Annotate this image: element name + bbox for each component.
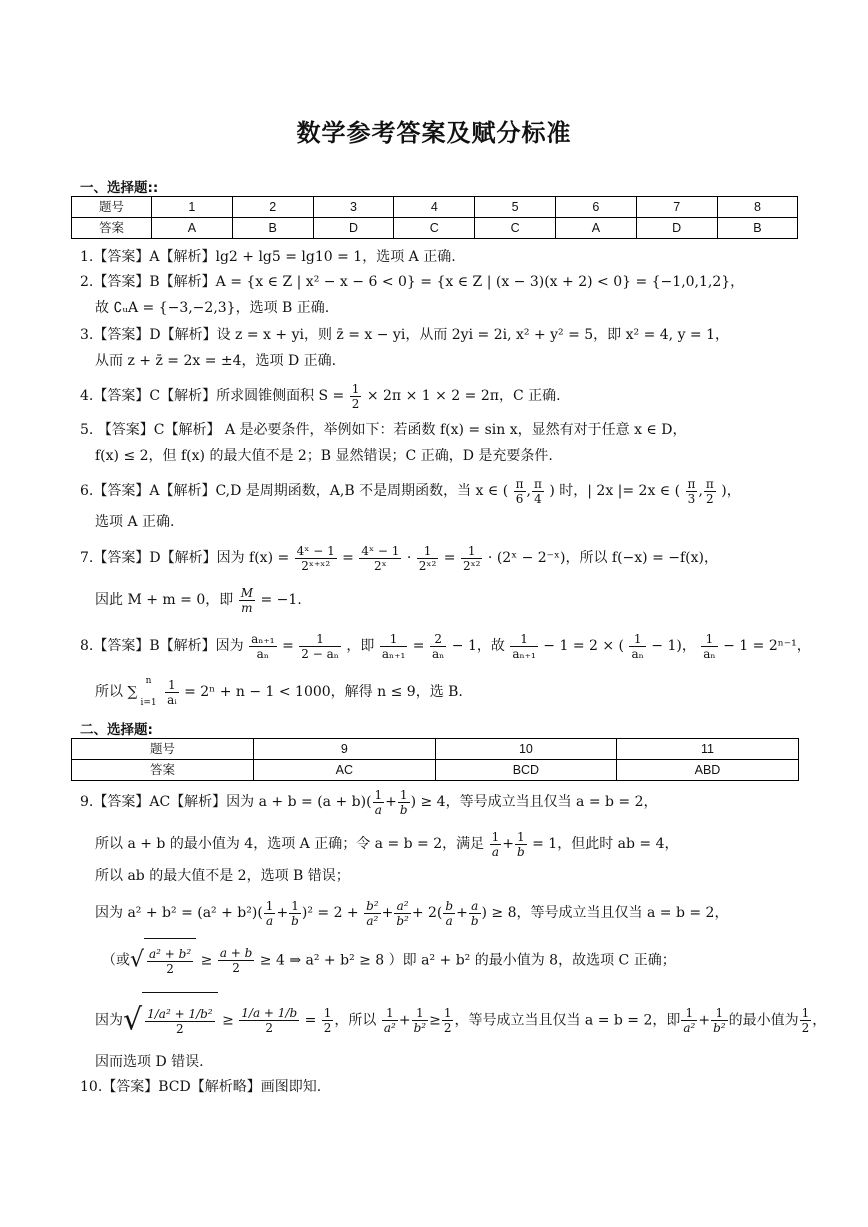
text: ·: [406, 550, 412, 566]
fraction: [380, 632, 408, 661]
answer-5-line-2: f(x) ≤ 2，但 f(x) 的最大值不是 2；B 显然错误；C 正确，D 是充要条件.: [95, 448, 553, 464]
answer-8-line-1: [80, 628, 811, 664]
section-1-heading: 一、选择题::: [80, 180, 159, 196]
radicand: [142, 992, 218, 1049]
denominator: aₙ: [703, 646, 716, 661]
text: 的最小值为: [728, 1012, 799, 1029]
numerator: a: [469, 899, 481, 914]
answer-3-line-1: 3.【答案】D【解析】设 z = x + yi，则 z̄ = x − yi，从而 2yi = 2i, x² + y² = 5，即 x² = 4, y = 1，: [80, 327, 730, 343]
table-row: [72, 218, 798, 239]
fraction: [629, 632, 645, 661]
denominator: aₙ: [631, 646, 644, 661]
table-cell: AC: [254, 760, 436, 781]
denominator: b: [399, 802, 408, 817]
numerator: 1: [510, 632, 538, 647]
fraction: [701, 632, 717, 661]
numerator: 1: [412, 1006, 429, 1021]
text: 所以 a + b 的最小值为 4，选项 A 正确；令 a = b = 2，满足: [95, 836, 485, 852]
fraction: [295, 544, 337, 573]
numerator: 1: [515, 830, 527, 845]
text: ，等号成立当且仅当 a = b = 2，即: [454, 1012, 681, 1029]
answer-6-line-1: 6.【答案】A【解析】C,D 是周期函数，A,B 不是周期函数，当 x ∈ ( $\frac{\pi}{6}$ , $\frac{\pi}{4}$ ) 时，| 2x |= 2x ∈ ( $\frac{\pi}{3}$ , $\frac{\pi}{2}$ )，: [80, 476, 741, 506]
text: − 1 = 2 × (: [543, 638, 624, 654]
text: ≥: [200, 952, 213, 969]
fraction: [711, 1006, 728, 1035]
table-row: [72, 197, 798, 218]
denominator: 2: [351, 396, 360, 411]
table-cell: 5: [475, 197, 556, 218]
text: 9.【答案】AC【解析】因为 a + b = (a + b)(: [80, 794, 372, 810]
answer-table-2: [71, 738, 799, 781]
text: ) ≥ 8，等号成立当且仅当 a = b = 2，: [481, 905, 729, 921]
numerator: 1: [461, 544, 483, 559]
fraction: [443, 899, 455, 928]
text: 7.【答案】D【解析】因为 f(x) =: [80, 550, 290, 566]
denominator: b²: [413, 1021, 427, 1035]
square-root: [123, 992, 218, 1049]
numerator: 1: [299, 632, 341, 647]
fraction: [800, 1006, 812, 1035]
text: +: [385, 794, 397, 810]
text: ，所以: [334, 1012, 377, 1029]
table-cell: BCD: [435, 760, 617, 781]
fraction: [430, 632, 446, 661]
answer-5-line-1: 5. 【答案】C【解析】 A 是必要条件，举例如下：若函数 f(x) = sin x，显然有对于任意 x ∈ D，: [80, 422, 687, 438]
text: 8.【答案】B【解析】因为: [80, 638, 244, 654]
text: − 1，故: [451, 638, 505, 654]
table-cell: ABD: [617, 760, 799, 781]
denominator: a: [445, 913, 453, 928]
answer-7-line-2: [95, 582, 302, 618]
denominator: b: [516, 844, 525, 859]
fraction: [147, 947, 193, 976]
answer-2-line-1: 2.【答案】B【解析】A = {x ∈ Z | x² − x − 6 < 0} = {x ∈ Z | (x − 3)(x + 2) < 0} = {−1,0,1,2}，: [80, 274, 745, 290]
numerator: a + b: [219, 946, 253, 960]
text: +: [456, 905, 468, 921]
denominator: a²: [366, 913, 379, 928]
numerator: 1: [323, 1006, 332, 1020]
text: × 2π × 1 × 2 = 2π，C 正确.: [366, 388, 561, 404]
text: 因为 a² + b² = (a² + b²)(: [95, 905, 263, 921]
table-header-cell: 答案: [72, 218, 152, 239]
denominator: aₙ: [431, 646, 445, 661]
table-cell: 11: [617, 739, 799, 760]
fraction: [382, 1006, 398, 1035]
text: +: [381, 905, 394, 921]
fraction: [681, 1006, 697, 1035]
text: ，: [812, 1012, 827, 1029]
numerator: 1: [374, 787, 383, 802]
answer-3-line-2: 从而 z + z̄ = 2x = ±4，选项 D 正确.: [95, 353, 337, 369]
denominator: 2ˣ²: [462, 558, 481, 573]
fraction: [442, 1006, 454, 1035]
numerator: 1: [801, 1006, 810, 1020]
denominator: 2ˣ²: [418, 558, 437, 573]
numerator: 1: [382, 1006, 398, 1021]
text: ≥: [429, 1012, 441, 1029]
text: = 1，但此时 ab = 4，: [532, 836, 679, 852]
denominator: a: [374, 802, 382, 817]
fraction: [394, 899, 411, 928]
numerator: aₙ₊₁: [251, 631, 275, 646]
numerator: π: [515, 476, 524, 491]
denominator: b: [291, 913, 299, 928]
fraction: [299, 632, 341, 661]
radical-sign: √: [123, 1002, 143, 1038]
numerator: 1: [380, 632, 408, 647]
radicand: [144, 938, 196, 983]
answer-7-line-1: [80, 540, 718, 576]
denominator: b²: [713, 1021, 726, 1035]
fraction: [165, 678, 179, 707]
table-cell: 7: [636, 197, 717, 218]
table-cell: D: [636, 218, 717, 239]
table-cell: B: [232, 218, 313, 239]
fraction: [417, 544, 439, 573]
numerator: 1: [681, 1006, 697, 1021]
fraction: [218, 946, 255, 975]
table-cell: D: [313, 218, 394, 239]
denominator: 2: [232, 961, 240, 975]
table-cell: 4: [394, 197, 475, 218]
denominator: aₙ₊₁: [512, 646, 536, 661]
denominator: 6: [515, 491, 524, 506]
table-cell: 3: [313, 197, 394, 218]
text: )，: [721, 483, 741, 499]
text: 因此 M + m = 0，即: [95, 592, 234, 608]
text: =: [304, 1012, 317, 1029]
fraction: [412, 1006, 429, 1035]
text: ) 时，| 2x |= 2x ∈ (: [549, 483, 681, 499]
answer-10: 10.【答案】BCD【解析略】画图即知.: [80, 1079, 322, 1095]
numerator: 1: [289, 899, 301, 914]
page-title: 数学参考答案及赋分标准: [296, 119, 572, 147]
table-cell: 9: [254, 739, 436, 760]
fraction: [490, 830, 502, 859]
text: ) ≥ 4，等号成立当且仅当 a = b = 2，: [410, 794, 658, 810]
numerator: 2: [430, 632, 446, 647]
text: =: [282, 638, 294, 654]
numerator: b²: [366, 898, 379, 913]
fraction: [373, 788, 385, 817]
table-cell: A: [152, 218, 233, 239]
numerator: b: [445, 898, 454, 913]
denominator: 2 − aₙ: [301, 646, 339, 661]
answer-9-line-1: [80, 784, 658, 820]
numerator: 1: [417, 544, 439, 559]
text: = −1.: [260, 592, 302, 608]
fraction: [469, 899, 481, 928]
fraction: [350, 382, 362, 411]
table-header-cell: 题号: [72, 739, 254, 760]
fraction: [510, 632, 538, 661]
table-cell: 2: [232, 197, 313, 218]
answer-9-line-4: [95, 895, 728, 931]
table-row: [72, 760, 799, 781]
denominator: 3: [687, 491, 696, 506]
text: = 2ⁿ + n − 1 < 1000，解得 n ≤ 9，选 B.: [184, 684, 463, 700]
table-cell: 1: [152, 197, 233, 218]
answer-9-line-5: [102, 938, 676, 983]
table-header-cell: 题号: [72, 197, 152, 218]
numerator: 4ˣ − 1: [361, 543, 400, 558]
table-cell: C: [394, 218, 475, 239]
numerator: π: [533, 476, 542, 491]
numerator: 1: [701, 632, 717, 647]
fraction: [145, 1007, 215, 1036]
table-cell: 8: [717, 197, 798, 218]
text: =: [412, 638, 425, 654]
fraction: [686, 477, 698, 506]
fraction: [239, 1006, 299, 1035]
denominator: 2: [176, 1021, 184, 1036]
numerator: π: [705, 476, 714, 491]
text: +: [276, 905, 289, 921]
answer-9-line-2: [95, 826, 679, 862]
table-header-cell: 答案: [72, 760, 254, 781]
table-cell: B: [717, 218, 798, 239]
numerator: π: [687, 476, 696, 491]
numerator: 1: [443, 1006, 452, 1020]
denominator: aₙ₊₁: [381, 646, 406, 661]
text: 4.【答案】C【解析】所求圆锥侧面积 S =: [80, 388, 345, 404]
answer-4: [80, 378, 561, 414]
denominator: 4: [534, 491, 542, 506]
fraction: [704, 477, 716, 506]
text: +: [698, 1012, 711, 1029]
fraction: [249, 632, 277, 661]
denominator: aₙ: [256, 646, 270, 661]
denominator: a: [491, 844, 499, 859]
text: 所以 ∑: [95, 684, 138, 700]
fraction: [461, 544, 483, 573]
denominator: b: [470, 913, 479, 928]
numerator: 1/a + 1/b: [241, 1006, 298, 1020]
text: ≥ 4 ⇒ a² + b² ≥ 8 ）即 a² + b² 的最小值为 8，故选项 C 正确；: [259, 952, 676, 969]
numerator: 1: [398, 788, 410, 803]
denominator: 2ˣ⁺ˣ²: [301, 558, 331, 573]
answer-6-line-2: 选项 A 正确.: [95, 514, 175, 530]
text: 因为: [95, 1012, 123, 1029]
fraction: [289, 899, 301, 928]
text: 6.【答案】A【解析】C,D 是周期函数，A,B 不是周期函数，当 x ∈ (: [80, 483, 509, 499]
table-row: [72, 739, 799, 760]
numerator: 1: [629, 632, 645, 647]
table-cell: A: [555, 218, 636, 239]
fraction: [398, 788, 410, 817]
answer-9-line-3: 所以 ab 的最大值不是 2，选项 B 错误；: [95, 868, 350, 884]
sum-lower: i=1: [140, 697, 157, 708]
denominator: aᵢ: [167, 692, 177, 707]
answer-8-line-2: [95, 672, 463, 712]
text: +: [502, 836, 514, 852]
denominator: a²: [683, 1021, 696, 1035]
text: +: [398, 1012, 411, 1029]
numerator: 1: [711, 1006, 728, 1021]
fraction: [322, 1006, 334, 1035]
denominator: m: [241, 600, 253, 615]
numerator: 1: [351, 381, 360, 396]
answer-1: 1.【答案】A【解析】lg2 + lg5 = lg10 = 1，选项 A 正确.: [80, 249, 456, 265]
text: ，即: [346, 638, 375, 654]
numerator: M: [240, 585, 253, 600]
denominator: a²: [383, 1021, 396, 1035]
text: =: [342, 550, 354, 566]
denominator: 2: [166, 961, 174, 976]
answer-table-1: [71, 196, 798, 239]
text: （或: [102, 952, 130, 969]
table-cell: 6: [555, 197, 636, 218]
answer-2-line-2: 故 ∁ᵤA = {−3,−2,3}，选项 B 正确.: [95, 300, 330, 316]
numerator: 4ˣ − 1: [296, 543, 335, 558]
denominator: 2: [706, 491, 714, 506]
numerator: a²: [394, 899, 411, 914]
denominator: a: [266, 913, 274, 928]
text: − 1 = 2ⁿ⁻¹，: [723, 638, 811, 654]
fraction: [515, 830, 527, 859]
denominator: 2: [323, 1021, 332, 1035]
table-cell: C: [475, 218, 556, 239]
denominator: 2: [265, 1021, 274, 1035]
denominator: 2: [443, 1021, 452, 1035]
numerator: 1/a² + 1/b²: [147, 1006, 213, 1021]
answer-9-line-6: [95, 992, 826, 1049]
text: + 2(: [411, 905, 443, 921]
table-cell: 10: [435, 739, 617, 760]
text: − 1)，: [651, 638, 696, 654]
text: ≥: [222, 1012, 234, 1029]
denominator: 2ˣ: [374, 558, 387, 573]
numerator: 1: [491, 829, 500, 844]
fraction: [514, 477, 526, 506]
fraction: [239, 586, 255, 615]
denominator: 2: [801, 1021, 810, 1035]
numerator: a² + b²: [149, 946, 192, 961]
sum-upper: n: [145, 675, 152, 686]
answer-9-line-7: 因而选项 D 错误.: [95, 1054, 204, 1070]
numerator: 1: [165, 678, 179, 693]
fraction: [364, 899, 381, 928]
text: · (2ˣ − 2⁻ˣ)，所以 f(−x) = −f(x)，: [487, 550, 718, 566]
fraction: [532, 477, 544, 506]
radical-sign: √: [130, 947, 145, 973]
text: =: [443, 550, 456, 566]
numerator: 1: [265, 898, 274, 913]
sum-limits: [138, 676, 158, 709]
square-root: [130, 938, 196, 983]
denominator: b²: [396, 913, 409, 928]
fraction: [264, 899, 276, 928]
text: )² = 2 +: [301, 905, 359, 921]
fraction: [359, 544, 401, 573]
section-2-heading: 二、选择题:: [80, 722, 153, 738]
